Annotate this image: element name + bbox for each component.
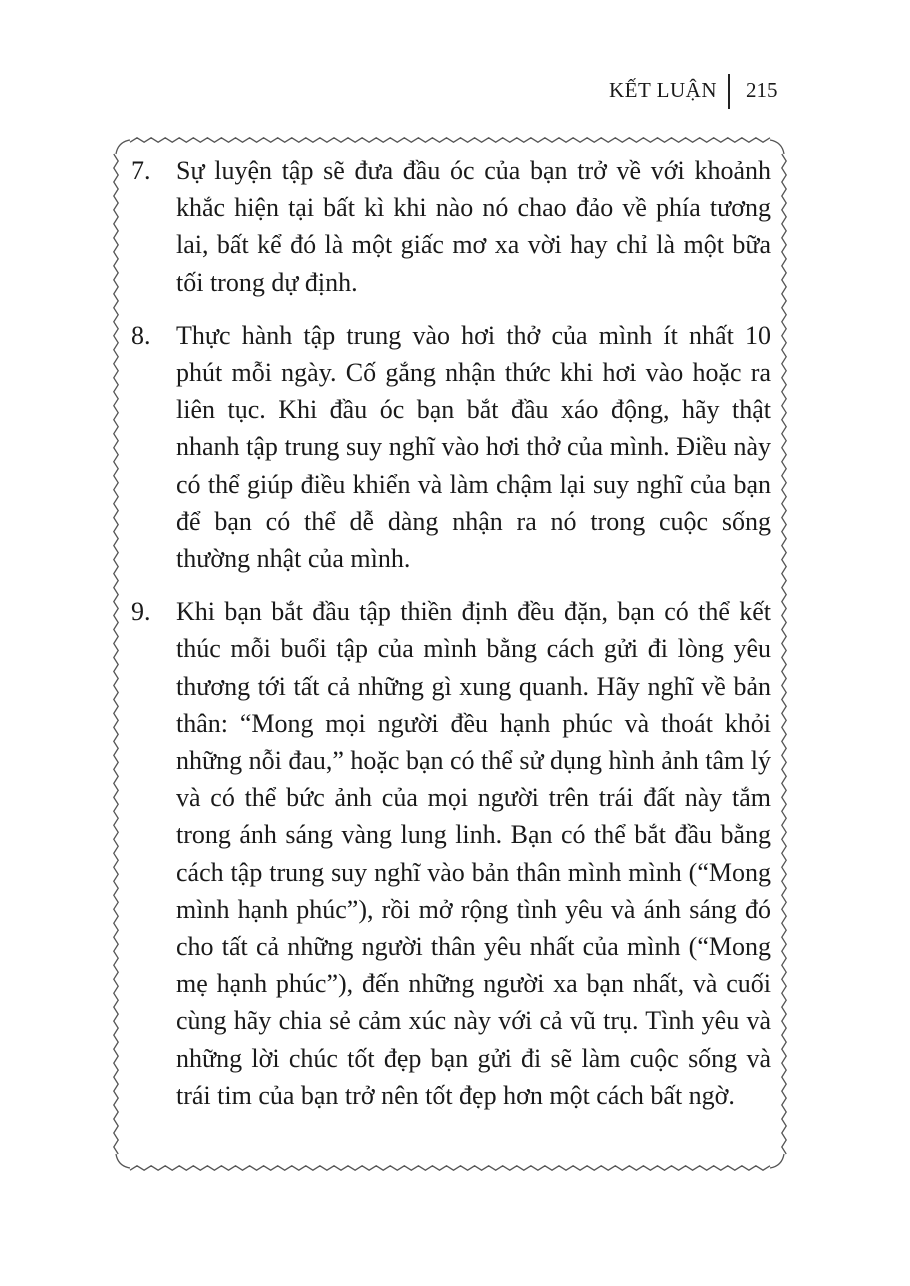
item-text: Sự luyện tập sẽ đưa đầu óc của bạn trở về với khoảnh khắc hiện tại bất kì khi nào nó chao đảo về phía tương lai, bất kể đó là một giấc mơ xa vời hay chỉ là một bữa tối trong dự định. (176, 156, 771, 297)
page-number: 215 (746, 78, 778, 102)
header-divider (728, 74, 730, 109)
numbered-list (131, 152, 771, 1130)
item-number: 9. (131, 597, 151, 627)
list-item-7 (131, 152, 771, 301)
frame-edge (116, 1154, 130, 1168)
frame-edge (114, 154, 118, 1154)
frame-edge (770, 1154, 784, 1168)
frame-edge (782, 154, 786, 1154)
item-number: 7. (131, 156, 151, 185)
frame-edge (130, 1166, 770, 1170)
running-header (0, 74, 910, 114)
chapter-title: KẾT LUẬN (608, 78, 717, 102)
frame-edge (116, 140, 130, 154)
item-number: 8. (131, 320, 151, 350)
item-text: Thực hành tập trung vào hơi thở của mình ít nhất 10 phút mỗi ngày. Cố gắng nhận thức khi hơi vào hoặc ra liên tục. Khi đầu óc bạn bắt đầu xáo động, hãy thật nhanh tập trung suy nghĩ vào hơi thở của mình. Điều này có thể giúp điều khiển và làm chậm lại suy nghĩ của bạn để bạn có thể dễ dàng nhận ra nó trong cuộc sống thường nhật của mình. (176, 320, 771, 574)
frame-edge (770, 140, 784, 154)
list-item-9 (131, 593, 771, 1114)
item-text: Khi bạn bắt đầu tập thiền định đều đặn, bạn có thể kết thúc mỗi buổi tập của mình bằng cách gửi đi lòng yêu thương tới tất cả những gì xung quanh. Hãy nghĩ về bản thân: “Mong mọi người đều hạnh phúc và thoát khỏi những nỗi đau,” hoặc bạn có thể sử dụng hình ảnh tâm lý và có thể bức ảnh của mọi người trên trái đất này tắm trong ánh sáng vàng lung linh. Bạn có thể bắt đầu bằng cách tập trung suy nghĩ vào bản thân mình mình (“Mong mình hạnh phúc”), rồi mở rộng tình yêu và ánh sáng đó cho tất cả những người thân yêu nhất của mình (“Mong mẹ hạnh phúc”), đến những người xa bạn nhất, và cuối cùng hãy chia sẻ cảm xúc này với cả vũ trụ. Tình yêu và những lời chúc tốt đẹp bạn gửi đi sẽ làm cuộc sống và trái tim của bạn trở nên tốt đẹp hơn một cách bất ngờ. (176, 597, 772, 1110)
list-item-8 (131, 317, 771, 577)
frame-edge (130, 138, 770, 142)
